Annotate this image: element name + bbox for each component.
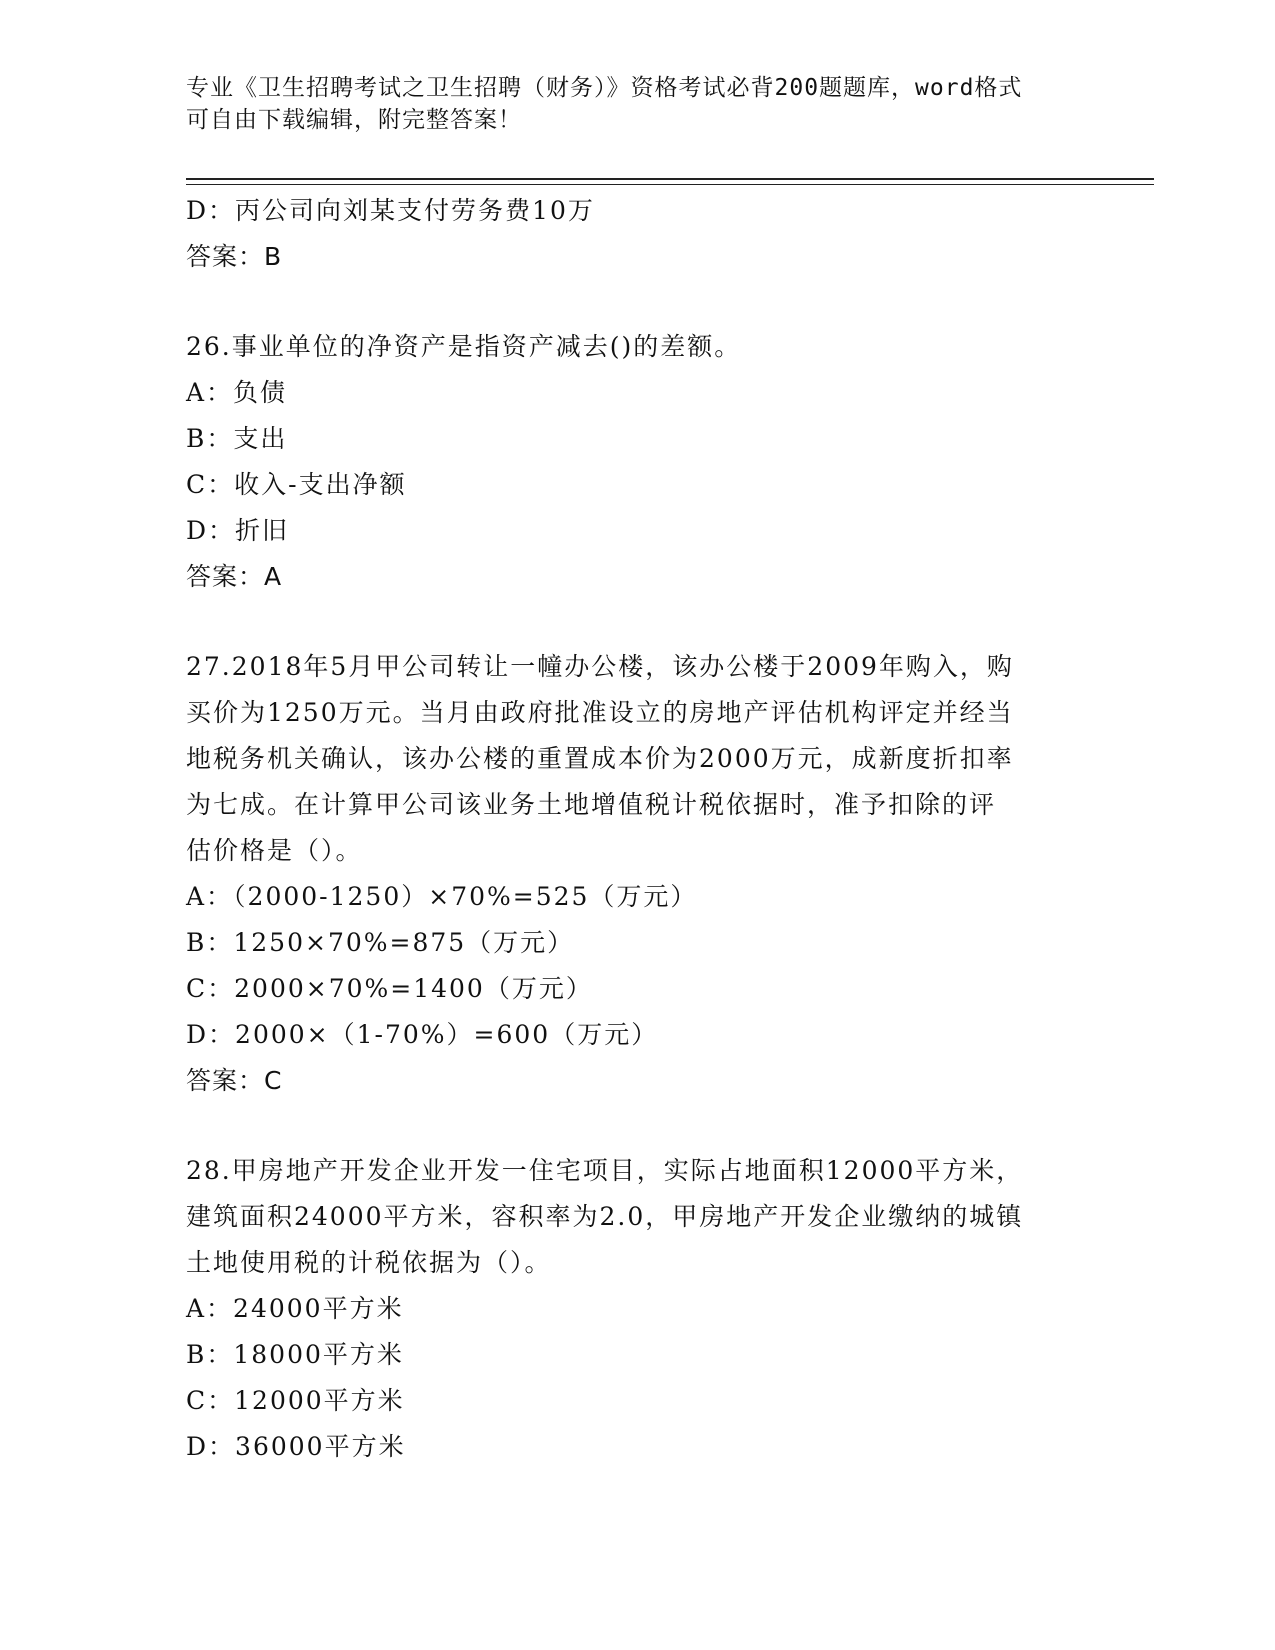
option-c: C：2000×70%=1400（万元） <box>186 974 593 1003</box>
question-stem-line-2: 建筑面积24000平方米，容积率为2.0，甲房地产开发企业缴纳的城镇 <box>186 1202 1024 1231</box>
question-26 <box>186 324 1086 600</box>
question-stem-line-3: 地税务机关确认，该办公楼的重置成本价为2000万元，成新度折扣率 <box>186 744 1014 773</box>
question-stem: 26.事业单位的净资产是指资产减去()的差额。 <box>186 332 742 361</box>
answer-line: 答案：B <box>186 242 283 271</box>
option-d: D：折旧 <box>186 516 290 545</box>
question-27 <box>186 644 1086 1104</box>
answer-line: 答案：C <box>186 1066 283 1095</box>
option-d: D：2000×（1-70%）=600（万元） <box>186 1020 659 1049</box>
spacer <box>186 280 1086 324</box>
spacer <box>186 1104 1086 1148</box>
option-a: A：24000平方米 <box>186 1294 404 1323</box>
option-c: C：12000平方米 <box>186 1386 405 1415</box>
question-stem-line-2: 买价为1250万元。当月由政府批准设立的房地产评估机构评定并经当 <box>186 698 1014 727</box>
header-line-1: 专业《卫生招聘考试之卫生招聘（财务）》资格考试必背200题题库，word格式 <box>186 75 1023 101</box>
document-header <box>186 72 1066 136</box>
question-stem-line-5: 估价格是（）。 <box>186 836 363 865</box>
spacer <box>186 600 1086 644</box>
answer-line: 答案：A <box>186 562 283 591</box>
option-d: D：丙公司向刘某支付劳务费10万 <box>186 196 595 225</box>
question-stem-line-1: 27.2018年5月甲公司转让一幢办公楼，该办公楼于2009年购入，购 <box>186 652 1014 681</box>
option-a: A：（2000-1250）×70%=525（万元） <box>186 882 698 911</box>
option-c: C：收入-支出净额 <box>186 470 407 499</box>
question-stem-line-4: 为七成。在计算甲公司该业务土地增值税计税依据时，准予扣除的评 <box>186 790 997 819</box>
option-b: B：1250×70%=875（万元） <box>186 928 575 957</box>
question-stem-line-1: 28.甲房地产开发企业开发一住宅项目，实际占地面积12000平方米， <box>186 1156 1024 1185</box>
header-divider-thin <box>186 184 1154 185</box>
question-stem-line-3: 土地使用税的计税依据为（）。 <box>186 1248 552 1277</box>
question-28 <box>186 1148 1086 1470</box>
header-divider-thick <box>186 178 1154 180</box>
option-d: D：36000平方米 <box>186 1432 406 1461</box>
option-a: A：负债 <box>186 378 288 407</box>
option-b: B：18000平方米 <box>186 1340 404 1369</box>
question-25-tail <box>186 188 1086 280</box>
option-b: B：支出 <box>186 424 288 453</box>
question-list <box>186 188 1086 1470</box>
header-line-2: 可自由下载编辑，附完整答案！ <box>186 107 522 133</box>
